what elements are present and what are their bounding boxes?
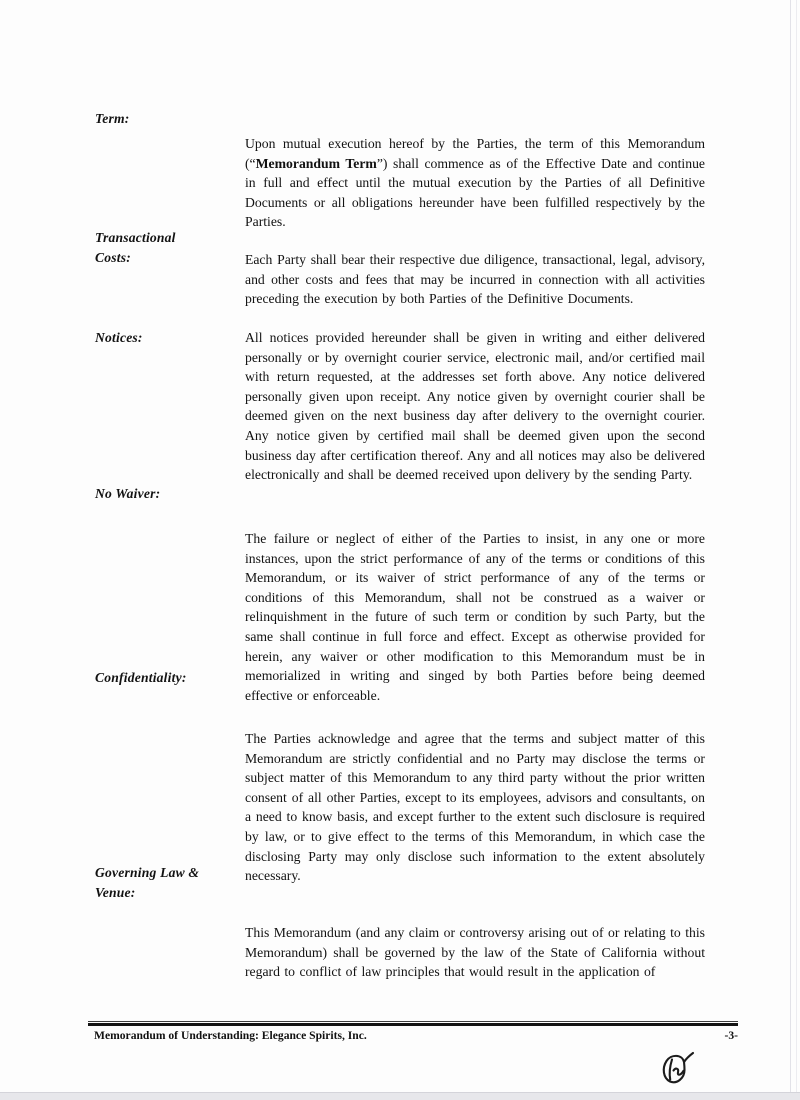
label-line: Transactional: [95, 230, 176, 245]
label-line: Notices:: [95, 330, 143, 345]
section-label-no-waiver: [95, 484, 240, 504]
section-label-confidentiality: [95, 668, 240, 688]
section-paragraph-transactional-costs: Each Party shall bear their respective due diligence, transactional, legal, advisory, and other costs and fees that may be incurred in connection with all activities preceding the execution by both Parties of the Definitive Documents.: [245, 252, 705, 307]
label-line: Confidentiality:: [95, 670, 187, 685]
label-line: Governing Law &: [95, 865, 200, 880]
section-label-term: [95, 109, 240, 129]
label-line: No Waiver:: [95, 486, 161, 501]
section-paragraph-confidentiality: The Parties acknowledge and agree that the terms and subject matter of this Memorandum are strictly confidential and no Party may disclose the terms or subject matter of this Memorandum to any third party without the prior written consent of all other Parties, except to its employees, advisors and consultants, on a need to know basis, and except further to the extent such disclosure is required by law, or to give effect to the terms of this Memorandum, in which case the disclosing Party may only disclose such information to the extent absolutely necessary.: [245, 731, 705, 884]
section-paragraph-term: [245, 134, 705, 232]
page-footer: [94, 1029, 738, 1043]
bottom-edge-strip: [0, 1092, 800, 1100]
handwritten-initials-icon: [656, 1045, 702, 1089]
paragraph-text: Upon mutual execution hereof by the Parties, the term of this Memorandum (“: [245, 136, 705, 171]
label-line: Costs:: [95, 250, 131, 265]
section-paragraph-notices: All notices provided hereunder shall be given in writing and either delivered personally or by overnight courier service, electronic mail, and/or certified mail with return requested, at the addresses set forth above. Any notice delivered personally given upon receipt. Any notice given by overnight courier shall be deemed given on the next business day after delivery to the overnight courier. Any notice given by certified mail shall be deemed given upon the second business day after certification thereof. Any and all notices may also be delivered electronically and shall be deemed received upon delivery by the sending Party.: [245, 330, 705, 483]
right-edge-line: [790, 0, 791, 1100]
section-paragraph-governing-law-venue: This Memorandum (and any claim or controversy arising out of or relating to this Memorandum) shall be governed by the law of the State of California without regard to conflict of law principles that would result in the application of: [245, 925, 705, 980]
right-edge-line-outer: [796, 0, 797, 1100]
section-label-notices: [95, 328, 240, 348]
footer-page-number: -3-: [724, 1029, 738, 1042]
defined-term-bold: Memorandum Term: [255, 155, 377, 171]
paragraph-text: ”) shall commence as of the Effective Date and continue in full and effect until the mutual execution by the Parties of all Definitive Documents or all obligations hereunder have been fulfilled respectively by the Parties.: [245, 155, 705, 230]
label-line: Term:: [95, 111, 130, 126]
section-label-transactional-costs: [95, 228, 240, 268]
footer-document-title: Memorandum of Understanding: Elegance Spirits, Inc.: [94, 1029, 367, 1042]
label-line: Venue:: [95, 885, 136, 900]
footer-rule: [88, 1021, 738, 1026]
section-label-governing-law-venue: [95, 863, 240, 903]
section-paragraph-no-waiver: The failure or neglect of either of the Parties to insist, in any one or more instances, upon the strict performance of any of the terms or conditions of this Memorandum, or its waiver of strict performance of any of the terms or conditions of this Memorandum, shall not be construed as a waiver or relinquishment in the future of such term or condition by such Party, but the same shall continue in full force and effect. Except as otherwise provided for herein, any waiver or other modification to this Memorandum must be in memorialized in writing and singed by both Parties before being deemed effective or enforceable.: [245, 531, 705, 703]
